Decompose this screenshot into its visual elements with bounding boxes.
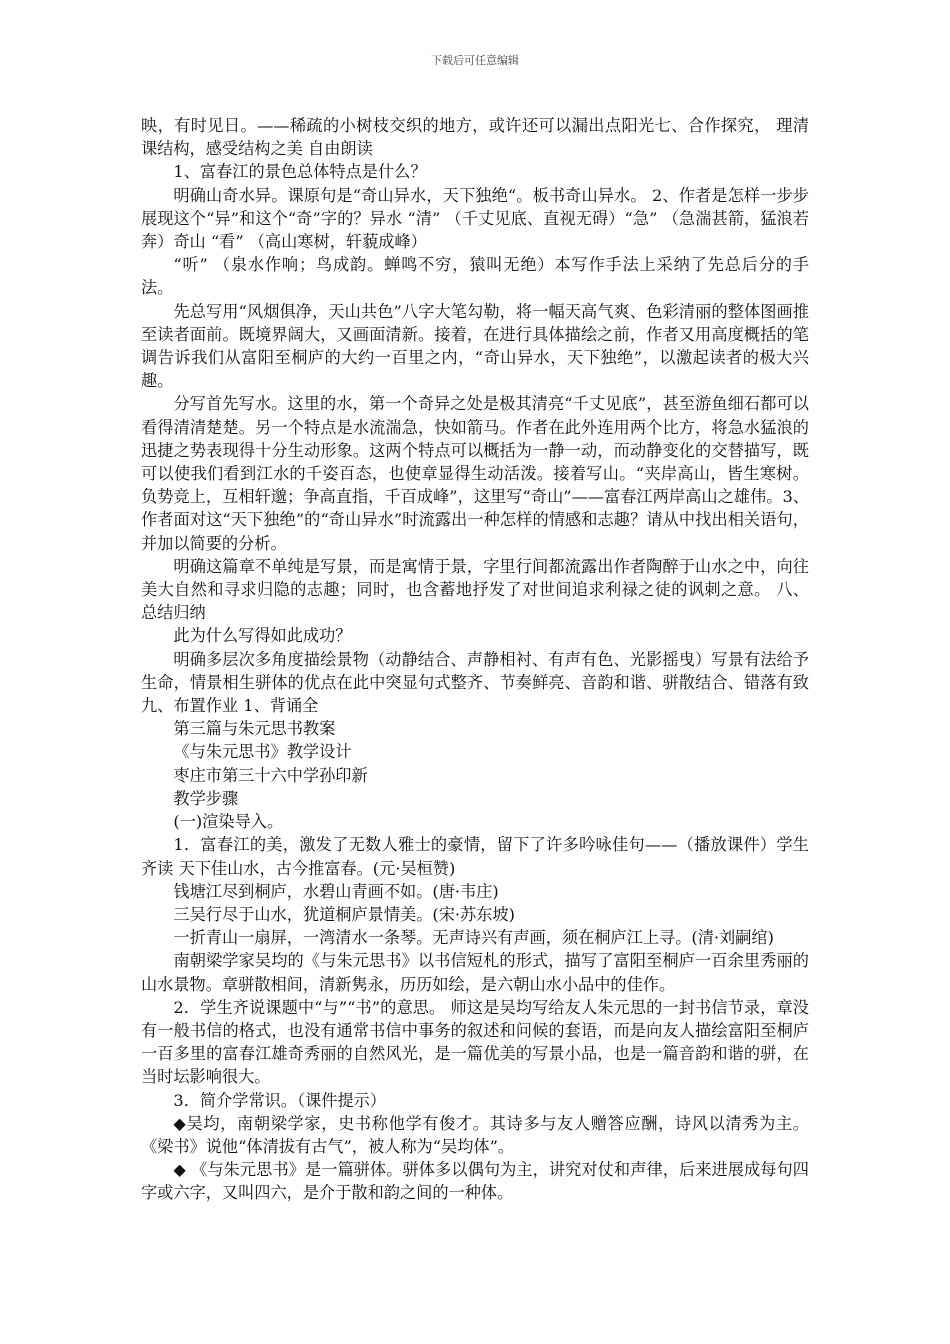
paragraph: “听” （泉水作响；鸟成韵。蝉鸣不穷，猿叫无绝）本写作手法上采纳了先总后分的手法。 [141,255,809,298]
paragraph: 分写首先写水。这里的水，第一个奇异之处是极其清亮“千丈见底”，甚至游鱼细石都可以看得清清楚楚。另一个特点是水流湍急，快如箭马。作者在此外连用两个比方，将急水猛浪的迅捷之势表现得十分生动形象。这两个特点可以概括为一静一动，而动静变化的交替描写，既可以使我们看到江水的千姿百态，也使章显得生动活泼。接着写山。“夹岸高山，皆生寒树。负势竞上，互相轩邈；争高直指，千百成峰”，这里写“奇山”——富春江两岸高山之雄伟。3、作者面对这“天下独绝”的“奇山异水”时流露出一种怎样的情感和志趣？请从中找出相关语句，并加以简要的分析。 [141,394,809,553]
paragraph: 1、富春江的景色总体特点是什么？ [173,162,427,182]
paragraph: 明确这篇章不单纯是写景，而是寓情于景，字里行间都流露出作者陶醉于山水之中，向往美大自然和寻求归隐的志趣；同时，也含蓄地抒发了对世间追求利禄之徒的讽刺之意。 八、总结归纳 [141,556,809,623]
paragraph: 此为什么写得如此成功？ [173,626,352,646]
subheading: (一)渲染导入。 [173,812,284,832]
paragraph: 1．富春江的美，激发了无数人雅士的豪情，留下了许多吟咏佳句——（播放课件）学生齐读 天下佳山水，古今推富春。(元·吴桓赞) [141,835,809,878]
paragraph: ◆ 《与朱元思书》是一篇骈体。骈体多以偶句为主，讲究对仗和声律，后来进展成每句四字或六字，又叫四六，是介于散和韵之间的一种体。 [141,1160,809,1203]
page-header: 下载后可任意编辑 [431,54,519,67]
paragraph: 先总写用“风烟俱净，天山共色”八字大笔勾勒，将一幅天高气爽、色彩清丽的整体图画推至读者面前。既境界阔大，又画面清新。接着，在进行具体描绘之前，作者又用高度概括的笔调告诉我们从富阳至桐庐的大约一百里之内，“奇山异水，天下独绝”，以激起读者的极大兴趣。 [141,301,809,391]
subheading: 教学步骤 [173,788,239,808]
author-line: 枣庄市第三十六中学孙印新 [173,765,368,785]
paragraph: 2．学生齐说课题中“与”“书”的意思。 师这是吴均写给友人朱元思的一封书信节录，章没有一般书信的格式，也没有通常书信中事务的叙述和问候的套语，而是向友人描绘富阳至桐庐一百多里的富春江雄奇秀丽的自然风光，是一篇优美的写景小品，也是一篇音韵和谐的骈，在当时坛影响很大。 [141,997,809,1087]
poem-line: 钱塘江尽到桐庐，水碧山青画不如。(唐·韦庄) [173,881,499,901]
paragraph: 明确山奇水异。课原句是“奇山异水，天下独绝“。板书奇山异水。 2、作者是怎样一步步展现这个“异”和这个“奇”字的？异水 “清” （千丈见底、直视无碍）“急” （急湍甚箭，猛浪若奔）奇山 “看” （高山寒树，轩藐成峰） [141,185,809,252]
poem-line: 三吴行尽于山水，犹道桐庐景情美。(宋·苏东坡) [173,904,515,924]
document-body [141,114,809,1205]
poem-line: 一折青山一扇屏，一湾清水一条琴。无声诗兴有声画，须在桐庐江上寻。(清·刘嗣绾) [173,928,774,948]
paragraph: 明确多层次多角度描绘景物（动静结合、声静相衬、有声有色、光影摇曳）写景有法给予生命，情景相生骈体的优点在此中突显句式整齐、节奏鲜亮、音韵和谐、骈散结合、错落有致 九、布置作业 1、背诵全 [141,649,809,716]
paragraph: 映，有时见日。——稀疏的小树枝交织的地方，或许还可以漏出点阳光七、合作探究， 理清课结构，感受结构之美 自由朗读 [141,116,809,159]
lesson-title: 《与朱元思书》教学设计 [173,742,352,762]
section-title: 第三篇与朱元思书教案 [173,719,336,739]
paragraph: 3．简介学常识。（课件提示） [173,1090,387,1110]
paragraph: ◆吴均，南朝梁学家，史书称他学有俊才。其诗多与友人赠答应酬，诗风以清秀为主。《梁书》说他“体清拔有古气”，被人称为“吴均体”。 [141,1113,809,1156]
paragraph: 南朝梁学家吴均的《与朱元思书》以书信短札的形式，描写了富阳至桐庐一百余里秀丽的山水景物。章骈散相间，清新隽永，历历如绘，是六朝山水小品中的佳作。 [141,951,809,994]
